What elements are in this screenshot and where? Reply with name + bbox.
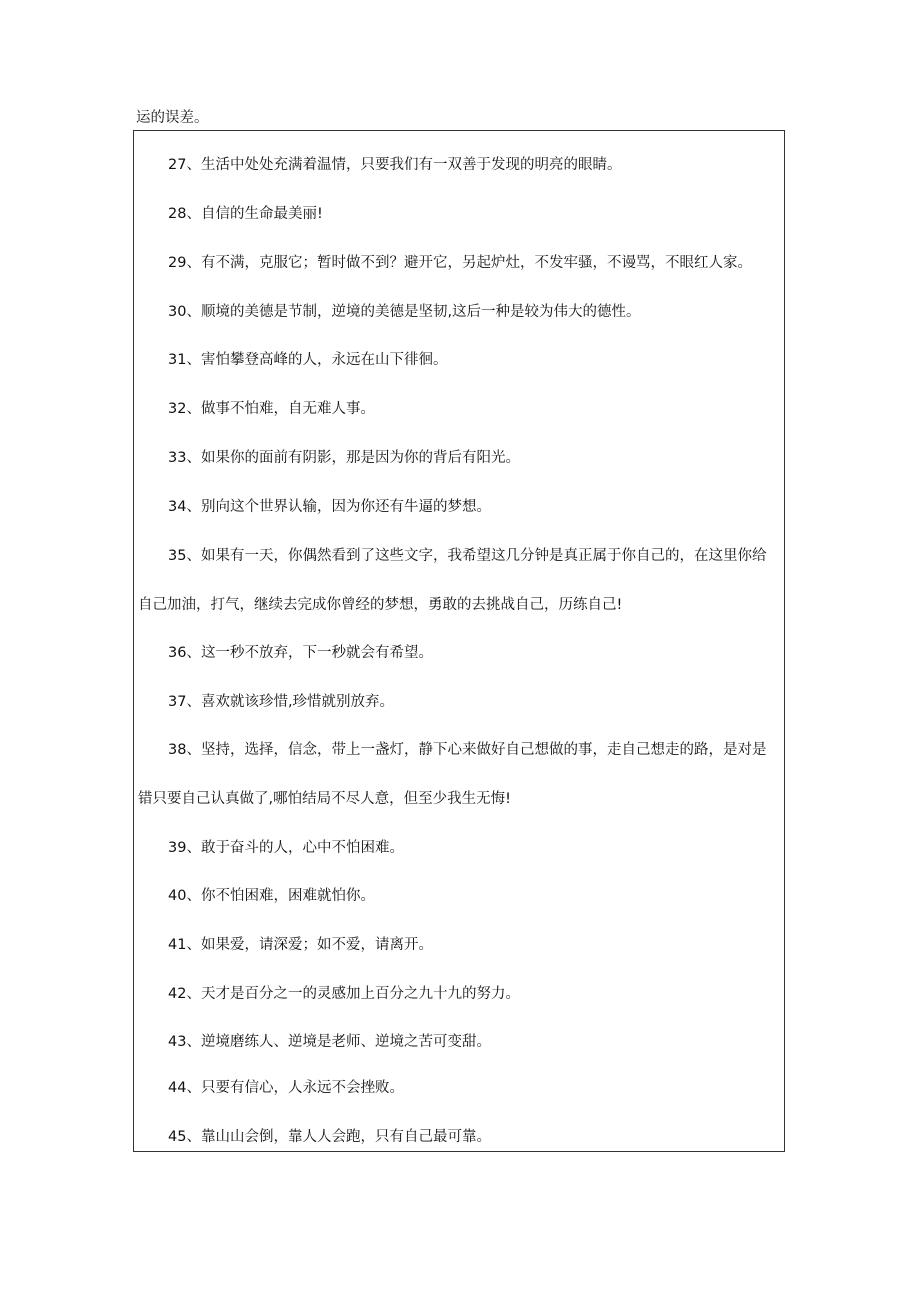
item-body: 别向这个世界认输，因为你还有牛逼的梦想。 [200, 499, 491, 515]
item-body: 坚持，选择，信念，带上一盏灯，静下心来做好自己想做的事，走自己想走的路，是对是 [200, 742, 767, 758]
quote-list-frame [133, 130, 785, 1152]
item-body: 自信的生命最美丽! [200, 206, 323, 222]
item-text: 39、敢于奋斗的人，心中不怕困难。 [168, 840, 404, 856]
item-body: 喜欢就该珍惜,珍惜就别放弃。 [200, 694, 395, 710]
item-number: 31 [168, 352, 187, 368]
item-body: 如果爱，请深爱；如不爱，请离开。 [200, 937, 433, 953]
item-number: 39 [168, 840, 187, 856]
item-text: 36、这一秒不放弃，下一秒就会有希望。 [168, 645, 433, 661]
item-text: 28、自信的生命最美丽! [168, 206, 323, 222]
item-number: 30 [168, 304, 187, 320]
item-body: 靠山山会倒，靠人人会跑，只有自己最可靠。 [200, 1129, 491, 1145]
item-text: 35、如果有一天，你偶然看到了这些文字，我希望这几分钟是真正属于你自己的，在这里你给 [168, 548, 767, 564]
item-body: 如果有一天，你偶然看到了这些文字，我希望这几分钟是真正属于你自己的，在这里你给 [200, 548, 767, 564]
item-number: 38 [168, 742, 187, 758]
item-body: 这一秒不放弃，下一秒就会有希望。 [200, 645, 433, 661]
item-number: 45 [168, 1129, 187, 1145]
item-number: 37 [168, 694, 187, 710]
item-text: 34、别向这个世界认输，因为你还有牛逼的梦想。 [168, 499, 491, 515]
item-text: 45、靠山山会倒，靠人人会跑，只有自己最可靠。 [168, 1129, 491, 1145]
item-body: 顺境的美德是节制，逆境的美德是坚韧,这后一种是较为伟大的德性。 [200, 304, 641, 320]
item-number: 35 [168, 548, 187, 564]
item-text: 27、生活中处处充满着温情，只要我们有一双善于发现的明亮的眼睛。 [168, 157, 622, 173]
item-body: 害怕攀登高峰的人，永远在山下徘徊。 [200, 352, 448, 368]
item-number: 41 [168, 937, 187, 953]
item-number: 34 [168, 499, 187, 515]
item-text: 42、天才是百分之一的灵感加上百分之九十九的努力。 [168, 986, 520, 1002]
item-body: 有不满，克服它；暂时做不到？避开它，另起炉灶，不发牢骚，不谩骂，不眼红人家。 [200, 255, 752, 271]
item-number: 29 [168, 255, 187, 271]
item-text: 29、有不满，克服它；暂时做不到？避开它，另起炉灶，不发牢骚，不谩骂，不眼红人家。 [168, 255, 752, 271]
item-body: 你不怕困难，困难就怕你。 [200, 888, 375, 904]
item-body: 生活中处处充满着温情，只要我们有一双善于发现的明亮的眼睛。 [200, 157, 622, 173]
item-text: 31、害怕攀登高峰的人，永远在山下徘徊。 [168, 352, 448, 368]
item-body: 逆境磨练人、逆境是老师、逆境之苦可变甜。 [200, 1034, 491, 1050]
item-text: 37、喜欢就该珍惜,珍惜就别放弃。 [168, 694, 395, 710]
item-body: 天才是百分之一的灵感加上百分之九十九的努力。 [200, 986, 520, 1002]
item-text: 38、坚持，选择，信念，带上一盏灯，静下心来做好自己想做的事，走自己想走的路，是对是 [168, 742, 767, 758]
item-body: 敢于奋斗的人，心中不怕困难。 [200, 840, 404, 856]
item-body: 只要有信心，人永远不会挫败。 [200, 1080, 404, 1096]
item-continuation: 自己加油，打气，继续去完成你曾经的梦想，勇敢的去挑战自己，历练自己! [138, 597, 623, 613]
item-number: 42 [168, 986, 187, 1002]
item-text: 40、你不怕困难，困难就怕你。 [168, 888, 375, 904]
item-text: 41、如果爱，请深爱；如不爱，请离开。 [168, 937, 433, 953]
item-body: 做事不怕难，自无难人事。 [200, 401, 375, 417]
item-text: 30、顺境的美德是节制，逆境的美德是坚韧,这后一种是较为伟大的德性。 [168, 304, 641, 320]
item-number: 28 [168, 206, 187, 222]
item-text: 32、做事不怕难，自无难人事。 [168, 401, 375, 417]
item-number: 33 [168, 450, 187, 466]
item-text: 44、只要有信心，人永远不会挫败。 [168, 1080, 404, 1096]
item-number: 44 [168, 1080, 187, 1096]
item-text: 43、逆境磨练人、逆境是老师、逆境之苦可变甜。 [168, 1034, 491, 1050]
item-number: 40 [168, 888, 187, 904]
item-number: 32 [168, 401, 187, 417]
item-text: 33、如果你的面前有阴影，那是因为你的背后有阳光。 [168, 450, 520, 466]
item-number: 43 [168, 1034, 187, 1050]
carry-over-text: 运的误差。 [136, 110, 209, 126]
item-body: 如果你的面前有阴影，那是因为你的背后有阳光。 [200, 450, 520, 466]
item-number: 27 [168, 157, 187, 173]
item-number: 36 [168, 645, 187, 661]
item-continuation: 错只要自己认真做了,哪怕结局不尽人意，但至少我生无悔! [138, 791, 511, 807]
